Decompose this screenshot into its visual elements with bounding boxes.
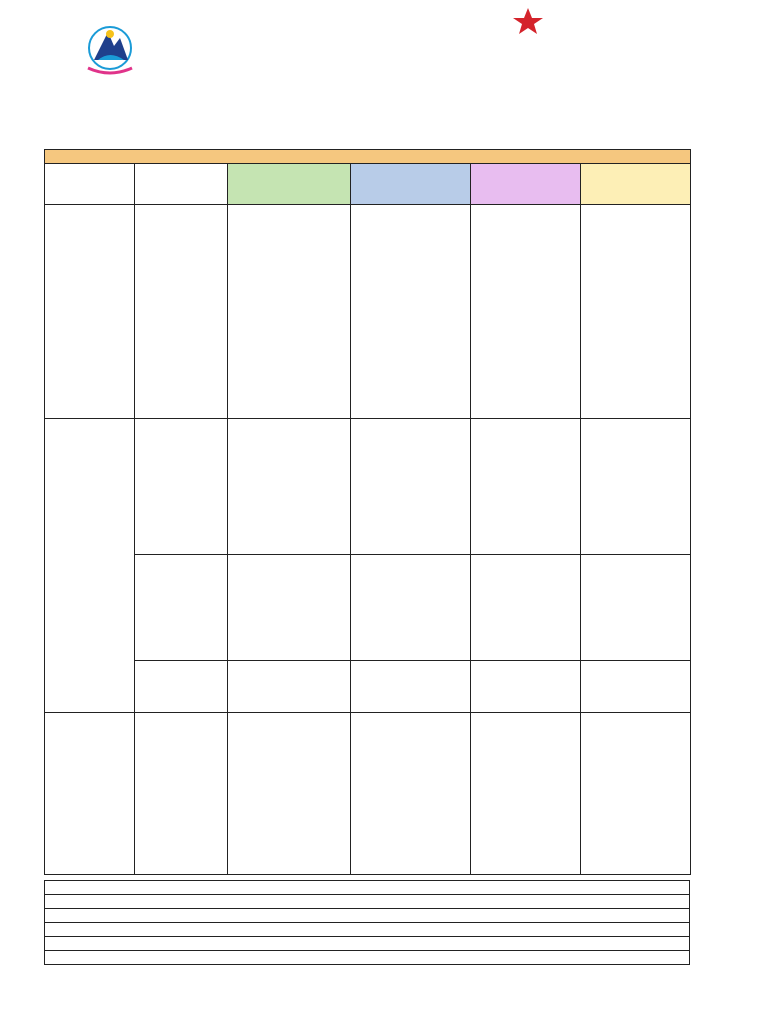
as-cell: [351, 555, 471, 661]
campaign-logo: [462, 4, 642, 66]
aa-cell: [228, 555, 351, 661]
as-cell: [351, 419, 471, 555]
ai-cell: [581, 555, 691, 661]
criterion-cell: [45, 713, 135, 875]
level-as-header: [351, 164, 471, 205]
category-cell: [135, 555, 228, 661]
table-row: [45, 661, 691, 713]
ai-cell: [581, 713, 691, 875]
as-cell: [351, 205, 471, 419]
af-cell: [471, 419, 581, 555]
aprendientes-label: [45, 881, 690, 895]
level-aa-header: [228, 164, 351, 205]
as-cell: [351, 713, 471, 875]
aa-cell: [228, 205, 351, 419]
table-row: [45, 205, 691, 419]
rubric-table: [44, 149, 691, 875]
aprendiente-line-2[interactable]: [45, 909, 690, 923]
af-cell: [471, 205, 581, 419]
aprendientes-table: [44, 880, 690, 965]
category-cell: [135, 661, 228, 713]
criteria-header: [45, 164, 135, 205]
ai-cell: [581, 661, 691, 713]
ai-cell: [581, 205, 691, 419]
criterion-cell: [45, 205, 135, 419]
rubric-title: [45, 150, 691, 164]
criterion-cell: [45, 419, 135, 713]
table-row: [45, 713, 691, 875]
category-cell: [135, 713, 228, 875]
aprendiente-line-3[interactable]: [45, 923, 690, 937]
aprendiente-line-4[interactable]: [45, 937, 690, 951]
aprendiente-line-1[interactable]: [45, 895, 690, 909]
level-ai-header: [581, 164, 691, 205]
aa-cell: [228, 713, 351, 875]
af-cell: [471, 555, 581, 661]
af-cell: [471, 661, 581, 713]
table-row: [45, 419, 691, 555]
category-cell: [135, 205, 228, 419]
level-af-header: [471, 164, 581, 205]
category-header: [135, 164, 228, 205]
category-cell: [135, 419, 228, 555]
af-cell: [471, 713, 581, 875]
ai-cell: [581, 419, 691, 555]
aprendiente-line-5[interactable]: [45, 951, 690, 965]
government-emblem-icon: [84, 20, 404, 82]
government-logo: [84, 20, 404, 82]
aa-cell: [228, 661, 351, 713]
table-row: [45, 555, 691, 661]
aa-cell: [228, 419, 351, 555]
as-cell: [351, 661, 471, 713]
campaign-2023-icon: [462, 4, 642, 66]
